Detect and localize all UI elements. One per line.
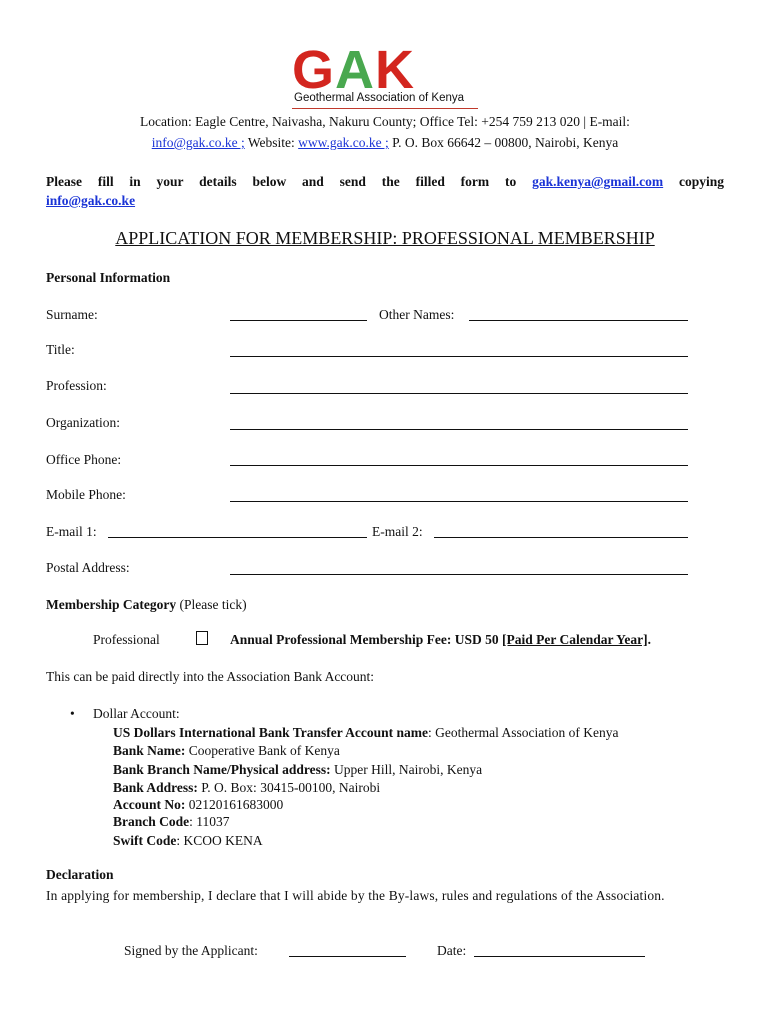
instructions-email-2[interactable]: info@gak.co.ke	[46, 193, 136, 208]
bank-account-name-value: : Geothermal Association of Kenya	[428, 725, 619, 740]
signature-input-line[interactable]	[289, 956, 406, 957]
bank-branch-label: Bank Branch Name/Physical address:	[113, 762, 331, 777]
date-label: Date:	[437, 943, 467, 958]
office-phone-label: Office Phone:	[46, 452, 122, 467]
gak-logo	[292, 40, 478, 110]
branch-code-label: Branch Code	[113, 814, 190, 829]
profession-label: Profession:	[46, 378, 107, 393]
account-number-label: Account No:	[113, 797, 186, 812]
checkbox-box-icon	[196, 631, 208, 645]
logo-letter-k: K	[375, 40, 416, 100]
mobile-phone-input-line[interactable]	[230, 501, 688, 502]
signed-by-label: Signed by the Applicant:	[124, 943, 258, 958]
fee-text: Annual Professional Membership Fee: USD 50	[230, 632, 502, 647]
instructions-text: Please fill in your details below and send the filled form to	[46, 174, 517, 189]
form-title: APPLICATION FOR MEMBERSHIP: PROFESSIONAL MEMBERSHIP	[115, 228, 655, 248]
swift-code-value: : KCOO KENA	[176, 833, 263, 848]
other-names-input-line[interactable]	[469, 320, 688, 321]
swift-code-label: Swift Code	[113, 833, 177, 848]
logo-letter-a: A	[335, 40, 376, 100]
branch-code-value: : 11037	[189, 814, 230, 829]
surname-label: Surname:	[46, 307, 98, 322]
header-website-link[interactable]: www.gak.co.ke ;	[298, 135, 389, 150]
payment-intro: This can be paid directly into the Association Bank Account:	[46, 669, 375, 684]
header-address: P. O. Box 66642 – 00800, Nairobi, Kenya	[388, 135, 619, 150]
bank-name-value: Cooperative Bank of Kenya	[185, 743, 340, 758]
membership-heading: Membership Category	[46, 597, 177, 612]
bank-branch	[113, 761, 482, 779]
organization-label: Organization:	[46, 415, 120, 430]
fee-end: .	[647, 632, 651, 647]
bank-account-name	[113, 724, 618, 742]
logo-letters	[292, 40, 415, 100]
title-input-line[interactable]	[230, 356, 688, 357]
logo-subtitle: Geothermal Association of Kenya	[294, 92, 465, 104]
office-phone-input-line[interactable]	[230, 465, 688, 466]
category-professional-label: Professional	[93, 632, 160, 647]
bank-address-label: Bank Address:	[113, 780, 198, 795]
bank-address-value: P. O. Box: 30415-00100, Nairobi	[197, 780, 381, 795]
declaration-text: In applying for membership, I declare that I will abide by the By-laws, rules and regulations of the Association.	[46, 888, 665, 903]
logo-underline	[292, 108, 478, 109]
header-email-link[interactable]: info@gak.co.ke ;	[151, 135, 245, 150]
account-number-value: 02120161683000	[185, 797, 284, 812]
dollar-account-label: Dollar Account:	[93, 706, 180, 721]
postal-address-label: Postal Address:	[46, 560, 130, 575]
surname-input-line[interactable]	[230, 320, 367, 321]
email-2-input-line[interactable]	[434, 537, 688, 538]
instructions-copying: copying	[679, 174, 725, 189]
header-website-label: Website:	[244, 135, 299, 150]
instructions-line-2	[46, 191, 724, 210]
instructions-email-1[interactable]: gak.kenya@gmail.com	[532, 174, 664, 189]
declaration-heading: Declaration	[46, 867, 114, 882]
email-2-label: E-mail 2:	[372, 524, 423, 539]
membership-category	[46, 597, 247, 613]
profession-input-line[interactable]	[230, 393, 688, 394]
header-contact-line: Location: Eagle Centre, Naivasha, Nakuru County; Office Tel: +254 759 213 020 | E-mail:	[140, 114, 630, 129]
membership-note: (Please tick)	[176, 597, 247, 612]
logo-letter-g: G	[292, 40, 336, 100]
bank-account-name-label: US Dollars International Bank Transfer Account name	[113, 725, 429, 740]
bank-branch-value: Upper Hill, Nairobi, Kenya	[330, 762, 483, 777]
postal-address-input-line[interactable]	[230, 574, 688, 575]
title-label: Title:	[46, 342, 75, 357]
bullet-icon: •	[70, 706, 75, 721]
branch-code	[113, 813, 230, 831]
instructions-line-1	[46, 172, 724, 191]
bank-name-label: Bank Name:	[113, 743, 186, 758]
bank-address	[113, 779, 380, 797]
header-contact-line-2	[0, 135, 770, 151]
swift-code	[113, 832, 263, 850]
professional-checkbox[interactable]	[196, 631, 208, 650]
fee-paid-period: [Paid Per Calendar Year]	[502, 632, 648, 647]
account-number	[113, 796, 283, 814]
email-1-input-line[interactable]	[108, 537, 367, 538]
mobile-phone-label: Mobile Phone:	[46, 487, 126, 502]
membership-fee	[230, 632, 651, 648]
date-input-line[interactable]	[474, 956, 645, 957]
personal-info-heading: Personal Information	[46, 270, 171, 285]
other-names-label: Other Names:	[379, 307, 455, 322]
bank-name	[113, 742, 340, 760]
email-1-label: E-mail 1:	[46, 524, 97, 539]
organization-input-line[interactable]	[230, 429, 688, 430]
